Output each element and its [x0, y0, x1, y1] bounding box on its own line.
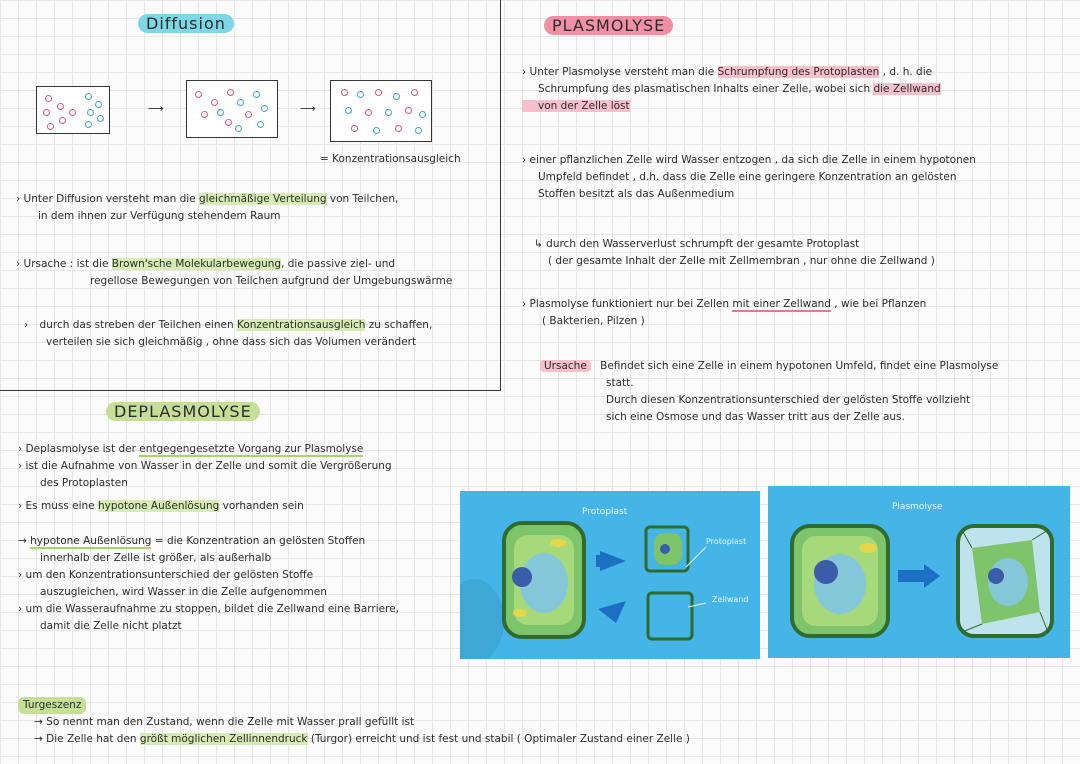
- deplasmolyse-bullets: › Deplasmolyse ist der entgegengesetzte Vorgang zur Plasmolyse › ist die Aufnahme von Wasser in der Zelle und somit die Vergrößerung des Protoplasten › Es muss eine hypotone Außenlösung vorhanden sein → hypotone Außenlösung = die Konzentration an gelösten Stoffen innerhalb der Zelle ist größer, als außerhalb › um den Konzentrationsunterschied der gelösten Stoffe auszugleichen, wird Wasser in die Zelle aufgenommen › um die Wasseraufnahme zu stoppen, bildet die Zellwand eine Barriere, damit die Zelle nicht platzt: [18, 443, 400, 632]
- diffusion-box-initial: [36, 86, 110, 134]
- plasmolysis-figure-1: [460, 491, 760, 659]
- plasmolyse-cause: Ursache Befindet sich eine Zelle in einem hypotonen Umfeld, findet eine Plasmolyse statt. Durch diesen Konzentrationsunterschied der gelösten Stoffe vollzieht sich eine Osmose und das Wasser tritt aus der Zelle aus.: [540, 358, 1070, 426]
- diffusion-effect: › durch das streben der Teilchen einen Konzentrationsausgleich zu schaffen, verteilen sie sich gleichmäßig , ohne dass sich das Volumen verändert: [24, 319, 433, 348]
- diffusion-title: Diffusion: [138, 14, 234, 33]
- plasmolysis-figure-2: [768, 486, 1070, 658]
- diffusion-box-equilibrium: [330, 80, 432, 142]
- plasmolyse-title: PLASMOLYSE: [544, 16, 673, 35]
- turgeszenz-title: Turgeszenz: [18, 697, 86, 714]
- label-protoplast-top: Protoplast: [582, 507, 628, 517]
- diffusion-box-middle: [186, 80, 278, 138]
- plasmolyse-process: › einer pflanzlichen Zelle wird Wasser entzogen , da sich die Zelle in einem hypotonen Umpfeld befindet , d.h. dass die Zelle eine geringere Konzentration an gelösten Stoffen besitzt als das Außenmedium: [522, 154, 976, 200]
- label-protoplast-small: Protoplast: [706, 537, 747, 546]
- diffusion-cause: › Ursache : ist die Brown'sche Molekularbewegung, die passive ziel- und regellose Bewegungen von Teilchen aufgrund der Umgebungswärme: [16, 258, 453, 287]
- plasmolyse-condition: › Plasmolyse funktioniert nur bei Zellen mit einer Zellwand , wie bei Pflanzen ( Bakterien, Pilzen ): [522, 298, 927, 327]
- plasmolyse-shrink: ↳ durch den Wasserverlust schrumpft der gesamte Protoplast ( der gesamte Inhalt der Zelle mit Zellmembran , nur ohne die Zellwand ): [534, 238, 935, 267]
- label-zellwand: Zellwand: [712, 595, 749, 604]
- deplasmolyse-title: DEPLASMOLYSE: [106, 402, 260, 421]
- label-plasmolyse: Plasmolyse: [892, 502, 943, 512]
- diffusion-definition: › Unter Diffusion versteht man die gleichmäßige Verteilung von Teilchen, in dem ihnen zur Verfügung stehendem Raum: [16, 193, 399, 222]
- arrow-icon: ⟶: [148, 102, 164, 115]
- plasmolyse-definition: › Unter Plasmolyse versteht man die Schrumpfung des Protoplasten , d. h. die Schrumpfung des plasmatischen Inhalts einer Zelle, wobei sich die Zellwand von der Zelle löst: [522, 66, 941, 112]
- turgeszenz-text: → So nennt man den Zustand, wenn die Zelle mit Wasser prall gefüllt ist → Die Zelle hat den größt möglichen Zellinnendruck (Turgor) erreicht und ist fest und stabil ( Optimaler Zustand einer Zelle ): [34, 716, 690, 745]
- equilibrium-note: = Konzentrationsausgleich: [320, 153, 461, 165]
- arrow-icon: ⟶: [300, 102, 316, 115]
